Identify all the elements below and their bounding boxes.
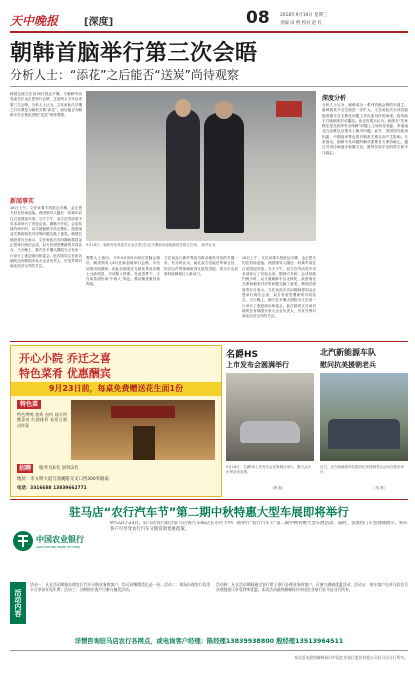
subhead-rule	[10, 86, 408, 87]
terms-left: 活动一：凡在活动期间办理农行汽车分期业务的客户，均可获赠精美礼品一份；活动二：现场办理农行信用卡可享首年免年费；活动三：分期购车客户可参与抽奖活动。	[30, 582, 210, 593]
ad-slogan-2: 特色菜肴 优惠酬宾	[19, 367, 111, 380]
lower-divider	[10, 499, 408, 500]
bank-footer: 本次活动最终解释权归中国农业银行股份有限公司驻马店分行所有。	[294, 655, 408, 660]
abc-logo-en: AGRICULTURAL BANK OF CHINA	[36, 545, 81, 549]
activity-label: 活动内容	[10, 582, 26, 624]
hire-text: 服务员6名 厨师2名	[39, 466, 79, 471]
masthead	[10, 6, 408, 32]
main-subhead: 分析人士：“添花”之后能否“送炭”尚待观察	[10, 68, 239, 82]
footer-rule	[10, 650, 408, 651]
restaurant-ad	[10, 345, 222, 497]
restaurant-sign	[111, 406, 175, 418]
body-mid-2: 文在寅此行被外界视为推动朝美对话的关键一步。有分析认为，南北双方若能在军事互信、经济合作等领域取得实质性进展，将为半岛局势持续缓和注入新动力。	[164, 256, 238, 276]
masthead-logo: 天中晚报	[10, 14, 59, 28]
masthead-rule	[10, 31, 408, 33]
mg-credit: （鲁 磊）	[270, 486, 286, 490]
mg-photo	[226, 373, 314, 461]
ad-address: 地址：市文明大道与清溪路交叉口西300米路南	[17, 477, 109, 482]
mg-car	[240, 421, 300, 443]
menu-tag: 特色菜	[17, 400, 41, 409]
body-mid-1: 观察人士指出，今年4月和5月两次首脑会晤后，朝美领导人6月在新加坡举行会晤，半岛局势出现缓和。但此后朝美在无核化具体步骤上分歧明显，对话陷入停滞。在此背景下，文在寅希望扮演“中间人”角色，推动朝美重回谈判桌。	[86, 256, 160, 287]
body-mid-3: 18日上午，文在寅乘专机抵达平壤，金正恩夫妇在机场迎接。两国领导人随后一同乘车前往百花园迎宾馆。当天下午，双方在劳动党中央本部举行了首轮会谈。据韩方介绍，会谈持续约两小时，双方就朝鲜半岛无核化、改善南北关系和朝美对话等问题交换了意见。韩国总统府青瓦台表示，文在寅此次访问期间将同金正恩举行两次会谈，双方有望签署新的共同宣言。当天晚上，朝方在平壤大剧院为文在寅一行举行了欢迎演出和宴会。此次陪同文在寅访朝的还有韩国多家大企业负责人，引发外界对南北经济合作的关注。	[242, 256, 316, 319]
lead-paragraph: 韩国总统文在寅18日抵达平壤，与朝鲜劳动党委员长金正恩举行会晤，这是两人今年以来第三次会晤。分析人士认为，文在寅此次平壤之行可谓是为朝美关系“添花”，而后能否为朝鲜半岛无核化进程“送炭”尚待观察。	[10, 92, 82, 118]
editor-line: 责编 田 野 校对 赵 红	[280, 21, 323, 26]
bank-contact: 详情咨询驻马店农行各网点，或电询客户经理：陈经理13839938800 殷经理13513964511	[74, 638, 344, 645]
photo-caption: 9月18日，朝鲜劳动党委员长金正恩(右)在平壤机场迎接韩国总统文在寅。 新华社发	[86, 243, 216, 247]
page-number: 08	[246, 8, 270, 28]
restaurant-door	[133, 426, 155, 460]
abc-logo	[12, 530, 108, 566]
sidebar-label: 深度分析	[322, 95, 347, 102]
baic-subhead: 慰问抗美援朝老兵	[320, 361, 376, 369]
mg-caption: 9月16日，名爵HS上市发布会在驿城区举行，吸引众多市民前来参观。	[226, 465, 312, 474]
photo-figure-right	[204, 113, 244, 233]
abc-logo-icon	[12, 530, 34, 552]
baic-photo	[320, 373, 408, 461]
section-title: [深度]	[84, 17, 114, 28]
main-headline: 朝韩首脑举行第三次会晤	[10, 41, 258, 66]
bank-ad-intro: 9月22日-23日，驻马店农行联合驻马店各汽车4S店在市区天中广场举行“农行汽车节”第二期中秋特惠大型车展活动，届时，多款热门车型现场展示，购车客户可享受农行汽车分期贷款优惠政策。	[110, 521, 408, 532]
issue-date: 2018年9月19日 星期三	[280, 13, 328, 18]
ad-slogan-1: 开心小院 乔迁之喜	[19, 352, 111, 365]
news-photo	[86, 91, 316, 241]
sidebar-body: 分析人士认为，朝鲜成为一系列首脑会晤的东道主，意味着其外交空间进一步扩大。文在寅此次访问若能促成朝方在无核化问题上作出更具体的承诺，将有助于打破朝美对话僵局。但也有观点认为，朝美在“先弃核还是先获得安全保障”问题上立场仍存差距，单靠南北互动难以从根本上解决问题。此外，美国国内政治因素、中期选举等也将对朝美关系走向产生影响。专家指出，朝鲜半岛问题的解决需要各方保持耐心，通过对话协商逐步积累互信，最终实现半岛的持久和平与稳定。	[322, 103, 408, 155]
mg-subhead: 上市发布会圆满举行	[226, 361, 289, 369]
mg-headline: 名爵HS	[226, 350, 259, 360]
restaurant-photo	[71, 400, 215, 460]
section-label: 新闻事实	[10, 198, 35, 205]
photo-figure-right-head	[215, 101, 233, 119]
abc-logo-cn: 中国农业银行	[36, 535, 84, 544]
baic-headline: 北汽新能源车队	[320, 348, 376, 357]
photo-flag	[276, 101, 302, 117]
section-divider	[10, 341, 408, 342]
bank-ad-headline: 驻马店“农行汽车节”第二期中秋特惠大型车展即将举行	[69, 505, 349, 519]
baic-group	[328, 419, 400, 449]
baic-caption: 近日，北汽新能源车队慰问抗美援朝老兵活动在我市举行。	[320, 465, 404, 474]
body-left: 18日上午，文在寅乘专机抵达平壤，金正恩夫妇在机场迎接。两国领导人随后一同乘车前往百花园迎宾馆。当天下午，双方在劳动党中央本部举行了首轮会谈。据韩方介绍，会谈持续约两小时，双方就朝鲜半岛无核化、改善南北关系和朝美对话等问题交换了意见。韩国总统府青瓦台表示，文在寅此次访问期间将同金正恩举行两次会谈，双方有望签署新的共同宣言。当天晚上，朝方在平壤大剧院为文在寅一行举行了欢迎演出和宴会。此次陪同文在寅访朝的还有韩国多家大企业负责人，引发外界对南北经济合作的关注。	[10, 206, 82, 269]
ad-date-line: 9月23日前，每桌免费赠送花生面1份	[11, 382, 221, 396]
photo-figure-left	[166, 109, 200, 229]
photo-figure-left-head	[175, 99, 191, 117]
terms-right: 活动四：凡在活动期间通过农行掌上银行办理业务的客户，可参与满减优惠活动；活动五：购车客户在驻马店农行办理贷款可享受利率优惠。本次活动最终解释权归中国农业银行驻马店分行所有。	[216, 582, 408, 593]
menu-items: 特色烤鸭 烧鸡 卤肉 炖羊肉 酸菜鱼 红烧排骨 家常豆腐 凉拌菜	[17, 412, 67, 428]
baic-credit: （吴 晨）	[372, 486, 388, 490]
hire-tag: 招聘	[19, 465, 32, 472]
ad-phone: 电话：3316688 13839662771	[17, 486, 87, 491]
